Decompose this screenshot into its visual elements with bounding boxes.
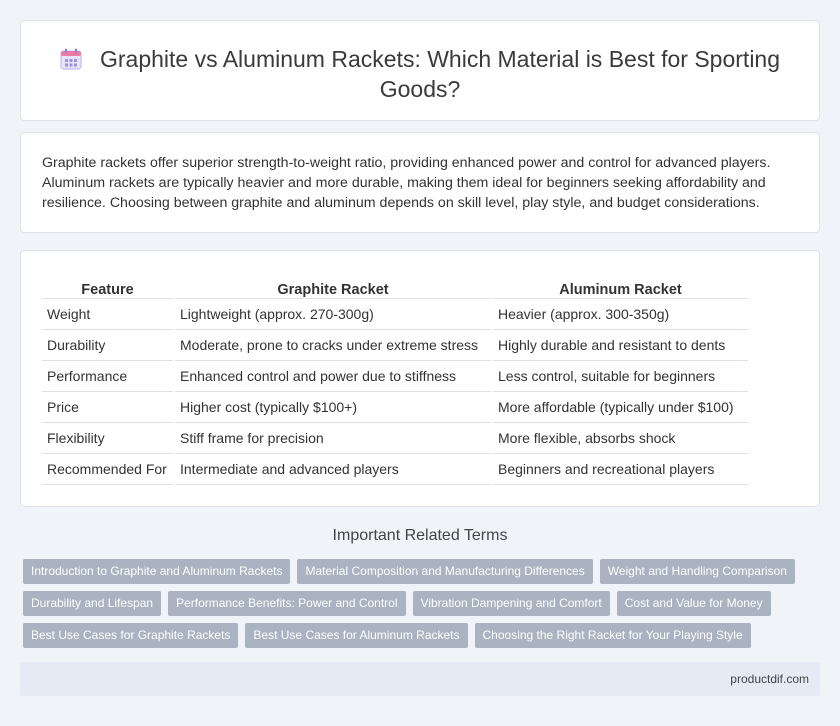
- cell-feature: Weight: [42, 298, 174, 329]
- related-term-tag[interactable]: Vibration Dampening and Comfort: [413, 591, 610, 616]
- title-card: [20, 20, 820, 121]
- cell-graphite: Stiff frame for precision: [174, 422, 492, 453]
- cell-graphite: Intermediate and advanced players: [174, 453, 492, 484]
- table-row: [42, 453, 748, 484]
- cell-aluminum: Heavier (approx. 300-350g): [492, 298, 748, 329]
- related-term-tag[interactable]: Cost and Value for Money: [617, 591, 771, 616]
- cell-feature: Performance: [42, 360, 174, 391]
- cell-graphite: Moderate, prone to cracks under extreme stress: [174, 329, 492, 360]
- cell-aluminum: More flexible, absorbs shock: [492, 422, 748, 453]
- calendar-icon: [60, 48, 82, 70]
- table-header-row: [42, 275, 748, 298]
- cell-feature: Flexibility: [42, 422, 174, 453]
- intro-paragraph: Graphite rackets offer superior strength-to-weight ratio, providing enhanced power and control for advanced players. Aluminum rackets are typically heavier and more durable, making them ideal for beginners seeking affordability and resilience. Choosing between graphite and aluminum depends on skill level, play style, and budget considerations.: [42, 155, 771, 211]
- related-term-tag[interactable]: Best Use Cases for Aluminum Rackets: [245, 623, 467, 648]
- related-term-tag[interactable]: Material Composition and Manufacturing Differences: [297, 559, 592, 584]
- tag-row: [23, 623, 823, 648]
- comparison-table: [42, 275, 748, 485]
- title-wrap: [21, 44, 819, 104]
- cell-feature: Durability: [42, 329, 174, 360]
- related-terms-heading: Important Related Terms: [332, 527, 508, 544]
- page-title-text: Graphite vs Aluminum Rackets: Which Material is Best for Sporting Goods?: [99, 46, 781, 102]
- related-term-tag[interactable]: Weight and Handling Comparison: [600, 559, 795, 584]
- related-term-tag[interactable]: Durability and Lifespan: [23, 591, 161, 616]
- footer: [20, 662, 820, 696]
- related-term-tag[interactable]: Best Use Cases for Graphite Rackets: [23, 623, 238, 648]
- footer-site-link[interactable]: productdif.com: [730, 672, 809, 686]
- comparison-card: [20, 250, 820, 507]
- table-row: [42, 298, 748, 329]
- table-row: [42, 329, 748, 360]
- intro-card: [20, 132, 820, 233]
- cell-feature: Recommended For: [42, 453, 174, 484]
- header-feature: Feature: [42, 275, 174, 298]
- cell-aluminum: Beginners and recreational players: [492, 453, 748, 484]
- table-row: [42, 360, 748, 391]
- page-title: [21, 44, 819, 104]
- cell-aluminum: Highly durable and resistant to dents: [492, 329, 748, 360]
- related-term-tag[interactable]: Choosing the Right Racket for Your Playing Style: [475, 623, 751, 648]
- table-row: [42, 391, 748, 422]
- tag-row: [23, 591, 823, 616]
- header-graphite: Graphite Racket: [174, 275, 492, 298]
- cell-aluminum: More affordable (typically under $100): [492, 391, 748, 422]
- cell-graphite: Lightweight (approx. 270-300g): [174, 298, 492, 329]
- header-aluminum: Aluminum Racket: [492, 275, 748, 298]
- tag-row: [23, 559, 823, 584]
- cell-aluminum: Less control, suitable for beginners: [492, 360, 748, 391]
- related-terms-list: [23, 559, 823, 655]
- table-row: [42, 422, 748, 453]
- cell-feature: Price: [42, 391, 174, 422]
- cell-graphite: Enhanced control and power due to stiffness: [174, 360, 492, 391]
- cell-graphite: Higher cost (typically $100+): [174, 391, 492, 422]
- related-term-tag[interactable]: Introduction to Graphite and Aluminum Rackets: [23, 559, 290, 584]
- related-term-tag[interactable]: Performance Benefits: Power and Control: [168, 591, 405, 616]
